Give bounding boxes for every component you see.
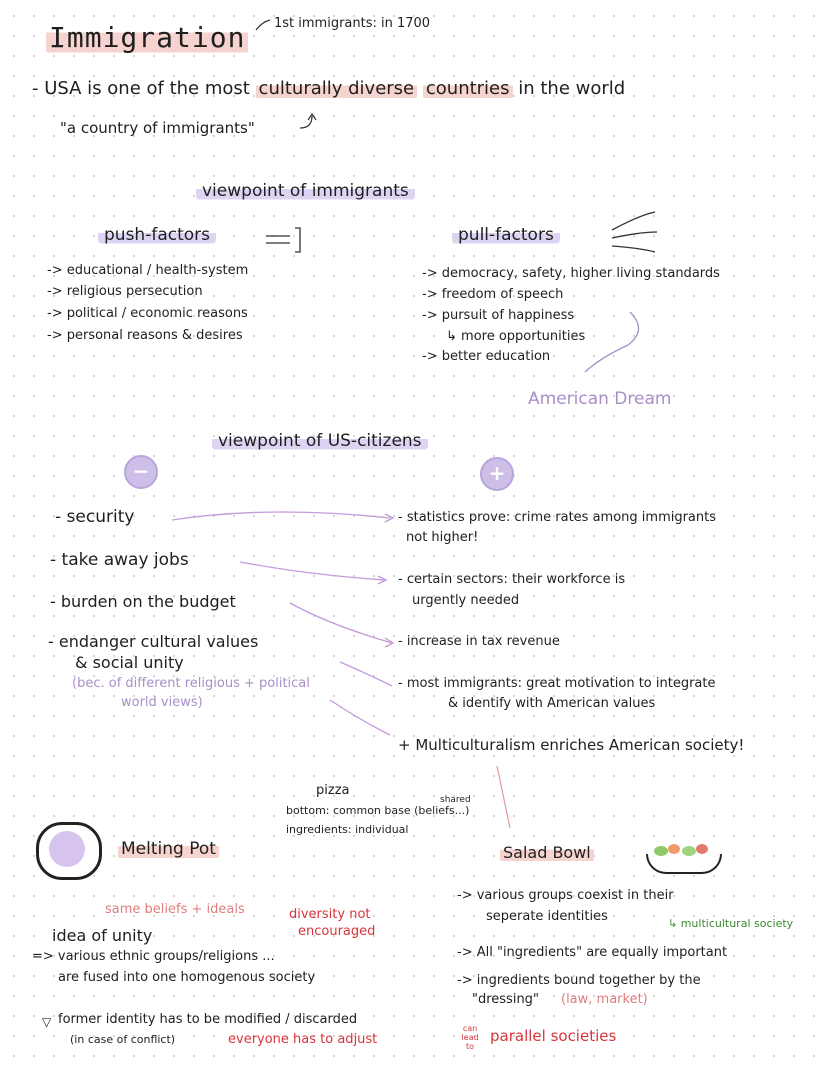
- salad-bowl-icon: [646, 844, 718, 870]
- pizza-shared: shared: [440, 795, 471, 805]
- push-factors-heading: push-factors: [98, 226, 216, 246]
- pizza-bottom: bottom: common base (beliefs...): [286, 804, 470, 817]
- positive-item: - most immigrants: great motivation to integrate: [398, 676, 716, 691]
- negatives-note: world views): [121, 695, 203, 710]
- salad-bowl-line: -> ingredients bound together by the: [457, 973, 701, 988]
- salad-bowl-line: -> various groups coexist in their: [457, 888, 674, 903]
- warning-icon: ▽: [42, 1015, 52, 1029]
- negative-item: & social unity: [75, 653, 184, 672]
- salad-bowl-line: "dressing": [472, 992, 539, 1007]
- pizza-ingredients: ingredients: individual: [286, 823, 409, 836]
- pull-item: ↳ more opportunities: [446, 329, 586, 344]
- melting-pot-line: are fused into one homogenous society: [58, 970, 316, 985]
- salad-bowl-heading: Salad Bowl: [500, 844, 594, 862]
- positive-item: - increase in tax revenue: [398, 634, 560, 649]
- negatives-note: (bec. of different religious + political: [72, 676, 310, 691]
- negative-item: - burden on the budget: [50, 592, 236, 611]
- positive-item: - certain sectors: their workforce is: [398, 572, 626, 587]
- pizza-heading: pizza: [316, 783, 350, 798]
- adjust-note: everyone has to adjust: [228, 1032, 378, 1047]
- diversity-note: encouraged: [298, 924, 376, 939]
- negative-item: - security: [55, 507, 135, 527]
- pull-item: -> democracy, safety, higher living standards: [422, 266, 720, 281]
- push-item: -> personal reasons & desires: [47, 328, 243, 343]
- parallel-societies-note: parallel societies: [490, 1027, 617, 1045]
- positive-item: - statistics prove: crime rates among immigrants: [398, 510, 717, 525]
- melting-pot-icon: [36, 822, 102, 880]
- multiculturalism-note: + Multiculturalism enriches American society!: [398, 736, 745, 754]
- push-item: -> religious persecution: [47, 284, 203, 299]
- salad-bowl-line: seperate identities: [486, 909, 608, 924]
- negative-item: - take away jobs: [50, 550, 189, 570]
- multicultural-society-note: ↳ multicultural society: [668, 917, 794, 930]
- melting-pot-line: => various ethnic groups/religions ...: [32, 949, 275, 964]
- push-item: -> educational / health-system: [47, 263, 249, 278]
- same-beliefs-note: same beliefs + ideals: [105, 902, 245, 917]
- salad-bowl-line: -> All "ingredients" are equally important: [457, 945, 728, 960]
- first-immigrants-note: 1st immigrants: in 1700: [274, 16, 431, 31]
- diversity-note: diversity not: [289, 907, 371, 922]
- minus-icon: −: [124, 455, 158, 489]
- pull-item: -> pursuit of happiness: [422, 308, 575, 323]
- positive-item: urgently needed: [412, 593, 520, 608]
- pull-factors-heading: pull-factors: [452, 226, 560, 246]
- page-title: Immigration: [46, 22, 248, 54]
- law-market-note: (law, market): [561, 992, 648, 1007]
- melting-pot-heading: Melting Pot: [118, 840, 219, 860]
- idea-of-unity: idea of unity: [52, 926, 153, 945]
- pull-item: -> better education: [422, 349, 551, 364]
- push-item: -> political / economic reasons: [47, 306, 248, 321]
- citizens-viewpoint-heading: viewpoint of US-citizens: [212, 432, 428, 452]
- pull-item: -> freedom of speech: [422, 287, 564, 302]
- negative-item: - endanger cultural values: [48, 632, 259, 651]
- intro-quote: "a country of immigrants": [60, 119, 255, 137]
- immigrants-viewpoint-heading: viewpoint of immigrants: [196, 182, 415, 202]
- plus-icon: +: [480, 457, 514, 491]
- american-dream-label: American Dream: [528, 389, 672, 409]
- former-identity: former identity has to be modified / discarded: [58, 1012, 358, 1027]
- intro-line: - USA is one of the most culturally diverse countries in the world: [32, 78, 626, 99]
- positive-item: not higher!: [406, 530, 479, 545]
- can-lead-to-note: can lead to: [461, 1024, 479, 1052]
- positive-item: & identify with American values: [448, 696, 656, 711]
- conflict-note: (in case of conflict): [70, 1033, 176, 1046]
